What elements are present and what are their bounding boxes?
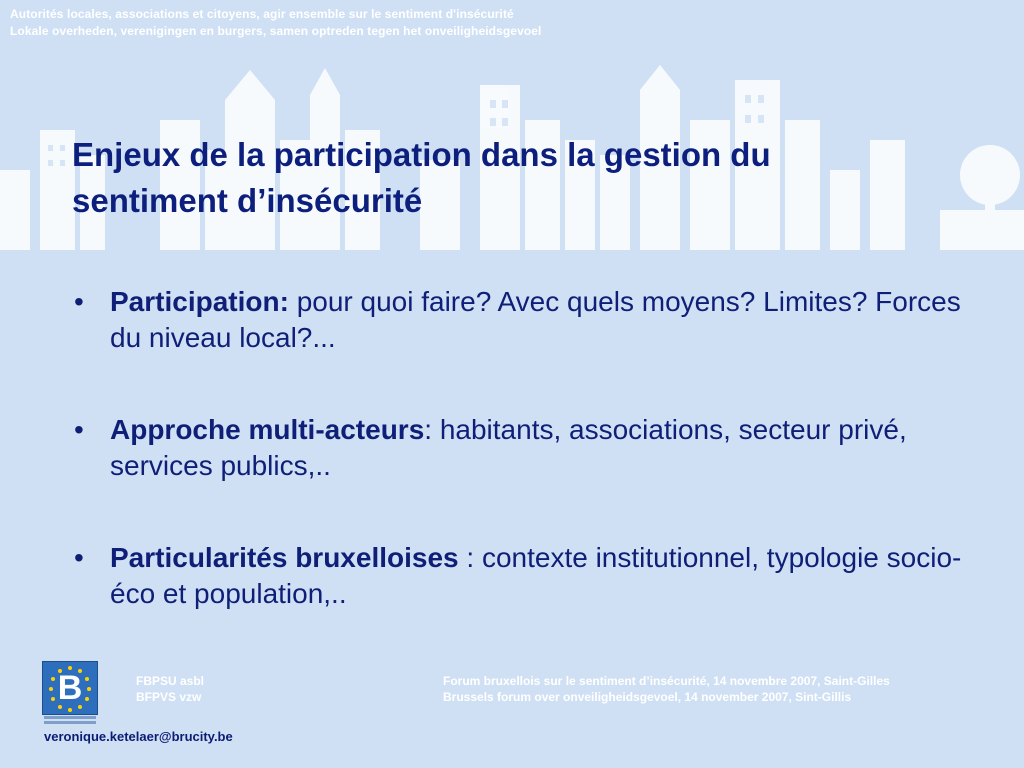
header-line-nl: Lokale overheden, verenigingen en burgers, samen optreden tegen het onveiligheidsgevoel <box>10 24 542 38</box>
bullet-dot-icon: • <box>74 542 84 573</box>
logo-caption-graphic <box>44 714 96 726</box>
bullet-text: pour quoi faire? Avec quels moyens? Limites? Forces du niveau local?... <box>110 286 961 353</box>
bullet-dot-icon: • <box>74 414 84 445</box>
footer-forum-fr: Forum bruxellois sur le sentiment d’insécurité, 14 novembre 2007, Saint-Gilles <box>443 674 890 688</box>
bullet-dot-icon: • <box>74 286 84 317</box>
bullet-text: : habitants, associations, secteur privé, services publics,.. <box>110 414 907 481</box>
footer-forum-nl: Brussels forum over onveiligheidsgevoel, 14 november 2007, Sint-Gillis <box>443 690 852 704</box>
bullet-item-participation <box>74 284 974 356</box>
header-line-fr: Autorités locales, associations et citoyens, agir ensemble sur le sentiment d'insécurité <box>10 7 514 21</box>
footer-org-fr: FBPSU asbl <box>136 674 205 688</box>
bullet-heading: Participation: <box>110 286 289 317</box>
contact-email-link[interactable]: veronique.ketelaer@brucity.be <box>44 729 233 744</box>
organization-logo <box>42 661 98 715</box>
bullet-heading: Particularités bruxelloises <box>110 542 459 573</box>
bullet-text: : contexte institutionnel, typologie socio-éco et population,.. <box>110 542 962 609</box>
bullet-item-particularites <box>74 540 974 612</box>
slide-title <box>72 132 972 224</box>
logo-letter: B <box>57 669 83 707</box>
footer-org-nl: BFPVS vzw <box>136 690 202 704</box>
bullet-item-multi-acteurs <box>74 412 974 484</box>
bullet-list <box>74 284 974 668</box>
bullet-heading: Approche multi-acteurs <box>110 414 425 445</box>
title-line-2: sentiment d’insécurité <box>72 182 423 219</box>
title-line-1: Enjeux de la participation dans la gestion du <box>72 136 771 173</box>
